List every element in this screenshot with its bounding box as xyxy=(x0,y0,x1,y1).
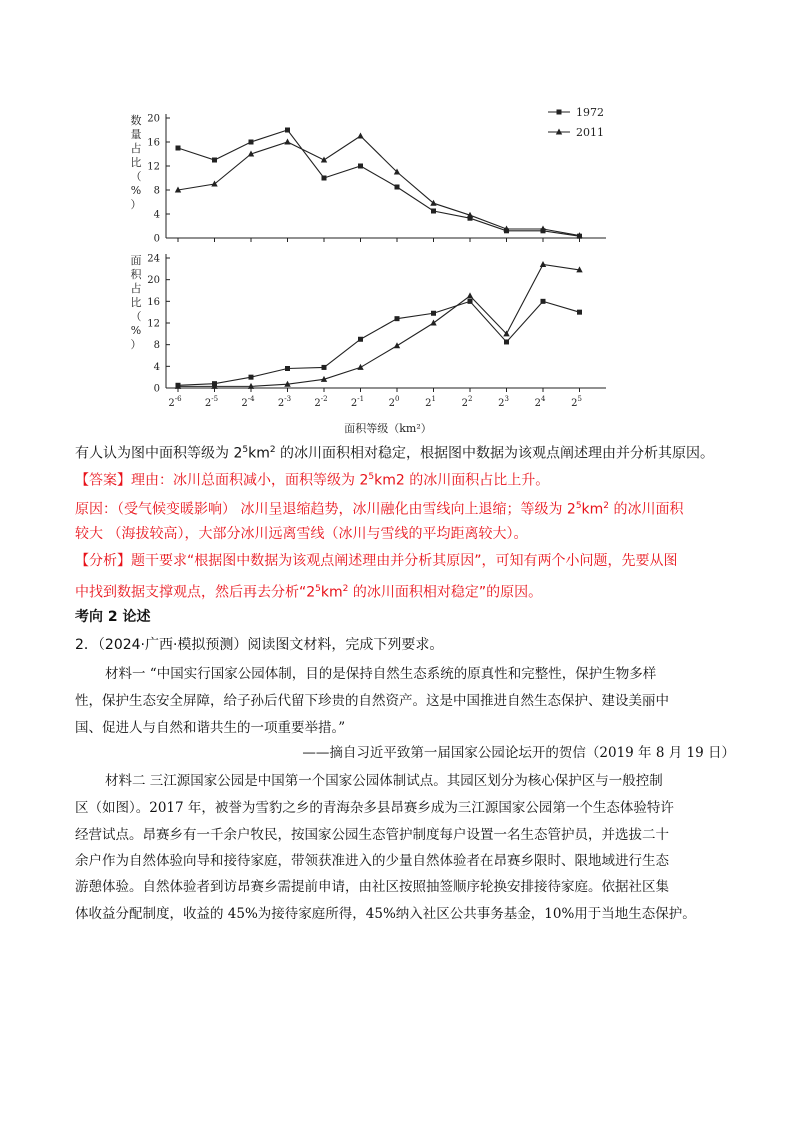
q1-answer xyxy=(75,467,735,491)
series-line-1972 xyxy=(178,130,580,236)
reason1-sup: 5 xyxy=(575,501,582,511)
y-axis-label-char: % xyxy=(130,184,142,197)
legend-label: 1972 xyxy=(576,106,604,119)
analysis2-a: 中找到数据支撑观点，然后再去分析“2 xyxy=(75,584,316,601)
y-tick-label: 0 xyxy=(153,233,160,245)
data-point-1972 xyxy=(358,164,363,169)
reason1-km: km xyxy=(581,501,604,518)
data-point-1972 xyxy=(504,339,509,344)
y-tick-label: 16 xyxy=(147,137,160,149)
data-point-1972 xyxy=(431,209,436,214)
x-tick-label: $2^{-1}$ xyxy=(350,395,365,409)
analysis-tag: 【分析】 xyxy=(75,553,131,569)
q1-question xyxy=(75,440,735,464)
x-axis-label: 面积等级（km²） xyxy=(344,422,432,435)
data-point-1972 xyxy=(249,140,254,145)
series-line-2011 xyxy=(178,136,580,236)
legend-marker xyxy=(557,110,562,115)
q1-analysis-line1 xyxy=(75,551,735,571)
x-tick-label: $2^2$ xyxy=(461,395,473,409)
data-point-1972 xyxy=(541,299,546,304)
y-tick-label: 20 xyxy=(147,113,160,125)
x-tick-label: $2^{-3}$ xyxy=(277,395,292,409)
data-point-2011 xyxy=(394,342,400,348)
data-point-1972 xyxy=(176,146,181,151)
y-axis-label-char: ） xyxy=(130,338,142,351)
x-tick-label: $2^4$ xyxy=(534,395,546,409)
analysis2-c: 的冰川面积相对稳定”的原因。 xyxy=(348,584,543,601)
y-tick-label: 20 xyxy=(147,275,160,287)
data-point-1972 xyxy=(285,128,290,133)
y-axis-label-char: 数 xyxy=(130,114,142,127)
y-axis-label-char: 占 xyxy=(130,282,142,295)
material1-line2: 性，保护生态安全屏障，给子孙后代留下珍贵的自然资产。这是中国推进自然生态保护、建设美丽中 xyxy=(75,693,669,709)
material2-line1: 材料二 三江源国家公园是中国第一个国家公园体制试点。其园区划分为核心保护区与一般控制 xyxy=(105,773,663,789)
x-tick-label: $2^{-5}$ xyxy=(204,395,219,409)
y-tick-label: 4 xyxy=(153,361,160,373)
y-axis-label-char: 量 xyxy=(130,128,142,141)
y-tick-label: 12 xyxy=(147,318,160,330)
glacier-chart-figure xyxy=(128,100,628,438)
reason1-sup2: 2 xyxy=(603,501,610,511)
q1-line1-a: 有人认为图中面积等级为 2 xyxy=(75,445,243,462)
data-point-1972 xyxy=(468,299,473,304)
legend-label: 2011 xyxy=(576,126,604,139)
x-tick-label: $2^3$ xyxy=(498,395,509,409)
material2-line4: 余户作为自然体验向导和接待家庭，带领获准进入的少量自然体验者在昂赛乡限时、限地域进行生态 xyxy=(75,853,669,869)
y-axis-label-char: 积 xyxy=(130,268,142,281)
q1-reason-line2: 较大 （海拔较高），大部分冰川远离雪线（冰川与雪线的平均距离较大）。 xyxy=(75,526,528,542)
y-axis-label-char: ） xyxy=(130,198,142,211)
y-tick-label: 24 xyxy=(147,253,160,265)
answer-tag: 【答案】 xyxy=(75,472,131,489)
data-point-2011 xyxy=(467,292,473,298)
answer-text: 理由：冰川总面积减小，面积等级为 2 xyxy=(131,472,369,489)
material2-line2: 区（如图）。2017 年，被誉为雪豹之乡的青海杂多县昂赛乡成为三江源国家公园第一个生态体验特许 xyxy=(75,800,674,816)
data-point-2011 xyxy=(357,364,363,370)
analysis1-text: 题干要求“根据图中数据为该观点阐述理由并分析其原因”，可知有两个小问题，先要从图 xyxy=(131,553,678,569)
analysis2-sup2: 2 xyxy=(342,584,349,594)
y-tick-label: 8 xyxy=(153,185,160,197)
quantity-share-chart xyxy=(131,106,607,245)
x-tick-label: $2^{-6}$ xyxy=(168,395,182,409)
q1-line1-sup2: 2 xyxy=(269,445,276,455)
material1-source: ——摘自习近平致第一届国家公园论坛开的贺信（2019 年 8 月 19 日） xyxy=(302,745,735,761)
y-tick-label: 16 xyxy=(147,296,160,308)
reason1-text: 原因：（受气候变暖影响） 冰川呈退缩趋势，冰川融化由雪线向上退缩；等级为 2 xyxy=(75,501,576,518)
data-point-2011 xyxy=(284,139,290,145)
data-point-1972 xyxy=(249,375,254,380)
data-point-2011 xyxy=(211,181,217,187)
y-axis-label-char: 面 xyxy=(130,254,142,267)
y-axis-label-char: （ xyxy=(130,170,142,183)
analysis2-km: km xyxy=(320,584,343,601)
area-share-chart xyxy=(131,254,607,436)
y-axis-label-char: （ xyxy=(130,310,142,323)
data-point-1972 xyxy=(395,185,400,190)
material2-line3: 经营试点。昂赛乡有一千余户牧民，按国家公园生态管护制度每户设置一名生态管护员，并选拔二十 xyxy=(75,827,669,843)
q1-analysis-line2 xyxy=(75,579,735,603)
x-tick-label: $2^0$ xyxy=(388,395,400,409)
data-point-1972 xyxy=(431,311,436,316)
y-axis-label-char: 比 xyxy=(130,156,142,169)
data-point-2011 xyxy=(430,320,436,326)
data-point-1972 xyxy=(322,365,327,370)
q1-reason-line1 xyxy=(75,496,735,520)
section-title: 考向 2 论述 xyxy=(75,609,151,625)
material2-line6: 体收益分配制度，收益的 45%为接待家庭所得，45%纳入社区公共事务基金，10%用于当地生态保护。 xyxy=(75,906,696,922)
q1-line1-sup: 5 xyxy=(242,445,249,455)
answer-sup: 5 xyxy=(368,472,375,482)
material2-line5: 游憩体验。自然体验者到访昂赛乡需提前申请，由社区按照抽签顺序轮换安排接待家庭。依据社区集 xyxy=(75,879,669,895)
y-axis-label-char: % xyxy=(130,324,142,337)
x-tick-label: $2^{-4}$ xyxy=(241,395,255,409)
data-point-1972 xyxy=(322,176,327,181)
data-point-2011 xyxy=(540,261,546,267)
q1-line1-c: 的冰川面积相对稳定，根据图中数据为该观点阐述理由并分析其原因。 xyxy=(275,445,715,462)
y-axis-label-char: 比 xyxy=(130,296,142,309)
y-tick-label: 8 xyxy=(153,340,160,352)
reason1-c: 的冰川面积 xyxy=(609,501,684,518)
x-tick-label: $2^1$ xyxy=(425,395,436,409)
q1-line1-b: km xyxy=(248,445,270,462)
data-point-1972 xyxy=(395,316,400,321)
y-tick-label: 0 xyxy=(153,383,160,395)
answer-text2: km2 的冰川面积占比上升。 xyxy=(374,472,550,489)
material1-line1: 材料一 “中国实行国家公园体制，目的是保持自然生态系统的原真性和完整性，保护生物多样 xyxy=(105,666,657,682)
x-tick-label: $2^{-2}$ xyxy=(314,395,328,409)
data-point-1972 xyxy=(212,158,217,163)
data-point-1972 xyxy=(358,337,363,342)
y-tick-label: 12 xyxy=(147,161,160,173)
series-line-1972 xyxy=(178,301,580,385)
y-axis-label-char: 占 xyxy=(130,142,142,155)
y-tick-label: 4 xyxy=(153,209,160,221)
material1-line3: 国、促进人与自然和谐共生的一项重要举措。” xyxy=(75,720,346,736)
x-tick-label: $2^5$ xyxy=(571,395,582,409)
series-line-2011 xyxy=(178,265,580,387)
q2-intro: 2．（2024·广西·模拟预测）阅读图文材料，完成下列要求。 xyxy=(75,637,444,653)
data-point-2011 xyxy=(357,133,363,139)
data-point-1972 xyxy=(285,366,290,371)
data-point-1972 xyxy=(577,310,582,315)
analysis2-sup: 5 xyxy=(315,584,321,594)
